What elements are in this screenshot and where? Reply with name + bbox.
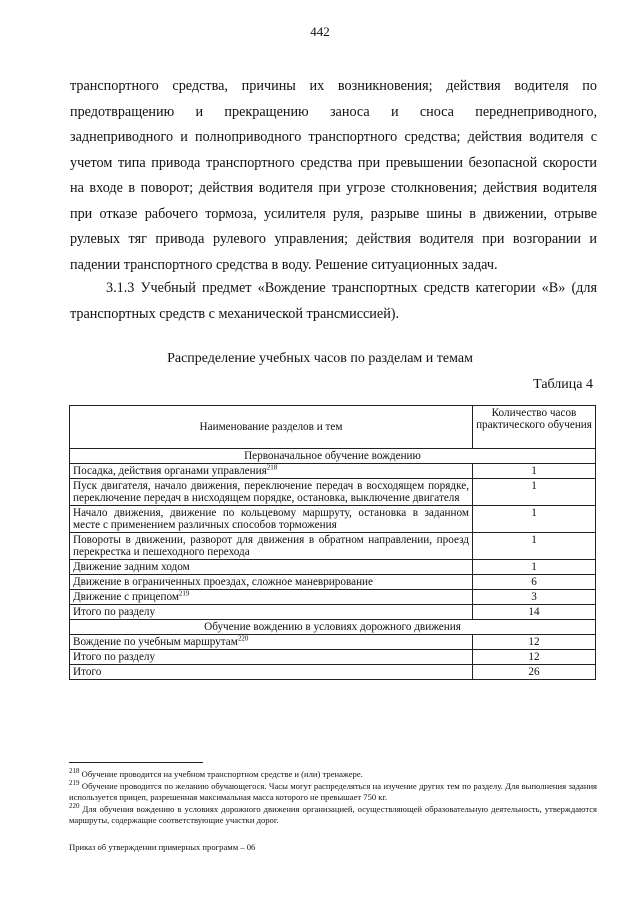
section-heading-row: [70, 620, 596, 635]
table-body: [70, 449, 596, 680]
paragraph-1-line: заднеприводного и полноприводного транспортного средства; действия водителя с: [70, 129, 597, 145]
table-title: Распределение учебных часов по разделам и темам: [167, 351, 473, 366]
paragraph-1-line: транспортного средства, причины их возникновения; действия водителя по: [70, 78, 597, 94]
table-row: [70, 479, 596, 506]
footnote-number: 220: [69, 801, 80, 810]
topic-hours: 1: [473, 533, 596, 560]
topic-name: Пуск двигателя, начало движения, переключение передач в восходящем порядке, переключение передач в нисходящем порядке, остановка, выключение двигателя: [70, 479, 473, 506]
page-number: 442: [310, 24, 330, 39]
topic-hours: 12: [473, 650, 596, 665]
hours-table: [69, 405, 596, 680]
topic-hours: 6: [473, 575, 596, 590]
table-row: [70, 464, 596, 479]
footer-text: Приказ об утверждении примерных программ – 06: [69, 842, 256, 852]
paragraph-1-line: рулевых тяг привода рулевого управления; действия водителя при возгорании и: [70, 231, 597, 247]
topic-name: Начало движения, движение по кольцевому маршруту, остановка в заданном месте с применением различных способов торможения: [70, 506, 473, 533]
section-heading: Первоначальное обучение вождению: [70, 449, 596, 464]
table-row: [70, 635, 596, 650]
topic-hours: 1: [473, 560, 596, 575]
table-row: [70, 506, 596, 533]
table-row: [70, 605, 596, 620]
footnote-ref: 220: [237, 634, 249, 643]
footnote-number: 219: [69, 778, 80, 787]
paragraph-1-text: [70, 74, 597, 278]
table-number: Таблица 4: [533, 377, 593, 392]
topic-name: Посадка, действия органами управления$^{218}$: [70, 464, 473, 479]
footnote: $^{219}$ Обучение проводится по желанию обучающегося. Часы могут распределяться на изучение других тем по разделу. Для выполнения задания используется прицеп, разрешенная максимальная масса которого не превышает 750 кг.: [69, 778, 597, 803]
header-name: Наименование разделов и тем: [70, 406, 473, 449]
topic-hours: 12: [473, 635, 596, 650]
paragraph-1-line: учетом типа привода транспортного средства при превышении безопасной скорости: [70, 154, 597, 171]
footnote-ref: 218: [266, 463, 278, 472]
footnote-divider: [69, 762, 203, 763]
paragraph-1-line: предотвращению и прекращению заноса и сноса переднеприводного,: [70, 103, 597, 120]
topic-name: Повороты в движении, разворот для движения в обратном направлении, проезд перекрестка и пешеходного перехода: [70, 533, 473, 560]
topic-name: Итого по разделу: [70, 605, 473, 620]
topic-hours: 1: [473, 479, 596, 506]
footnote-number: 218: [69, 767, 80, 776]
footnote: $^{220}$ Для обучения вождению в условиях дорожного движения организацией, осуществляющей образовательную деятельность, утверждаются маршруты, содержащие соответствующие участки дорог.: [69, 801, 597, 826]
footnote: $^{218}$ Обучение проводится на учебном транспортном средстве и (или) тренажере.: [69, 767, 363, 779]
table-header-row: [70, 406, 596, 449]
header-hours: Количество часов практического обучения: [473, 406, 596, 449]
paragraph-2: [70, 275, 597, 327]
topic-name: Движение с прицепом$^{219}$: [70, 590, 473, 605]
topic-hours: 1: [473, 506, 596, 533]
topic-hours: 3: [473, 590, 596, 605]
table-row: [70, 533, 596, 560]
topic-hours: 14: [473, 605, 596, 620]
paragraph-2-text: 3.1.3 Учебный предмет «Вождение транспортных средств категории «В» (для транспортных средств с механической трансмиссией).: [70, 280, 597, 322]
topic-hours: 1: [473, 464, 596, 479]
topic-name: Итого по разделу: [70, 650, 473, 665]
footnotes: [69, 769, 597, 827]
section-heading: Обучение вождению в условиях дорожного движения: [70, 620, 596, 635]
section-heading-row: [70, 449, 596, 464]
footnote-ref: 219: [178, 589, 190, 598]
paragraph-1-line: при отказе рабочего тормоза, усилителя руля, разрыве шины в движении, отрыве: [70, 205, 597, 222]
paragraph-1-line: на входе в поворот; действия водителя при угрозе столкновения; действия водителя: [70, 180, 597, 196]
topic-name: Движение задним ходом: [70, 560, 473, 575]
topic-hours: 26: [473, 665, 596, 680]
topic-name: Итого: [70, 665, 473, 680]
topic-name: Вождение по учебным маршрутам$^{220}$: [70, 635, 473, 650]
table-row: [70, 560, 596, 575]
table-row: [70, 650, 596, 665]
paragraph-1-line: падении транспортного средства в воду. Решение ситуационных задач.: [70, 256, 498, 273]
topic-name: Движение в ограниченных проездах, сложное маневрирование: [70, 575, 473, 590]
table-row: [70, 575, 596, 590]
table-row: [70, 590, 596, 605]
table-row: [70, 665, 596, 680]
paragraph-1: [70, 74, 597, 278]
